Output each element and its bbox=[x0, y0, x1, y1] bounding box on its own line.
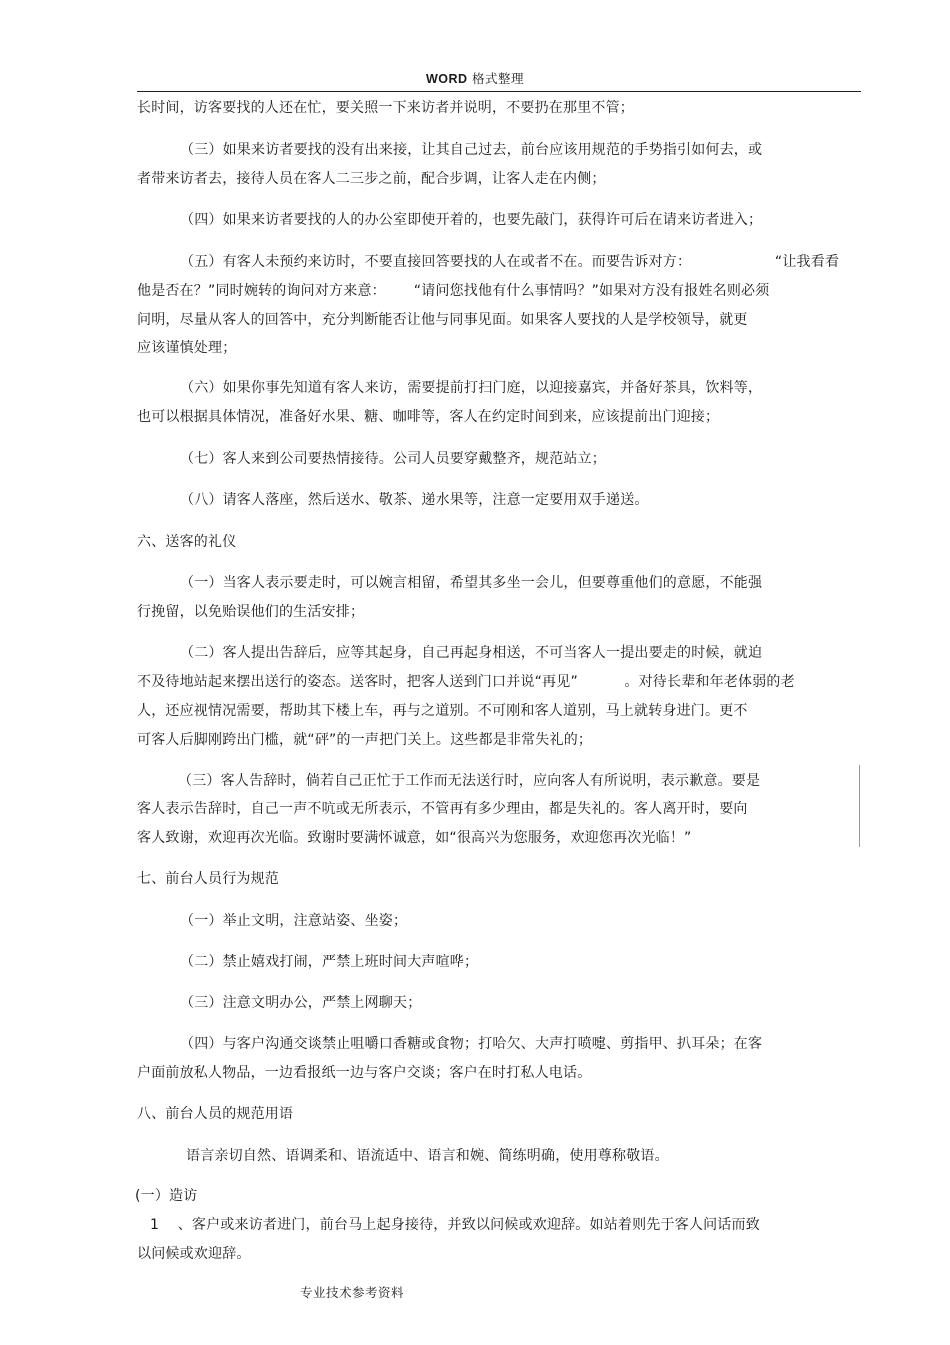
text-line: 1 、客户或来访者进门，前台马上起身接待，并致以问候或欢迎辞。如站着则先于客人问话而致 bbox=[150, 1217, 760, 1233]
text-line: 户面前放私人物品，一边看报纸一边与客户交谈；客户在时打私人电话。 bbox=[137, 1065, 592, 1081]
text-line: 问明，尽量从客人的回答中，充分判断能否让他与同事见面。如果客人要找的人是学校领导，就更 bbox=[137, 312, 748, 328]
page-footer: 专业技术参考资料 bbox=[300, 1285, 405, 1300]
text-line: 长时间，访客要找的人还在忙，要关照一下来访者并说明，不要扔在那里不管； bbox=[137, 100, 634, 116]
section-heading: 八、前台人员的规范用语 bbox=[137, 1106, 294, 1122]
header-word: WORD bbox=[425, 72, 468, 86]
text-line: （二）禁止嬉戏打闹，严禁上班时间大声喧哗； bbox=[180, 954, 479, 970]
text-line: 以问候或欢迎辞。 bbox=[137, 1246, 251, 1262]
text-line: 语言亲切自然、语调柔和、语流适中、语言和婉、简练明确，使用尊称敬语。 bbox=[186, 1148, 669, 1164]
text-line: （一）举止文明，注意站姿、坐姿； bbox=[180, 913, 408, 929]
text-line: （四）与客户沟通交谈禁止咀嚼口香糖或食物；打哈欠、大声打喷嚏、剪指甲、扒耳朵；在客 bbox=[180, 1036, 763, 1052]
text-line: （八）请客人落座，然后送水、敬茶、递水果等，注意一定要用双手递送。 bbox=[180, 492, 649, 508]
text-line: 客人致谢，欢迎再次光临。致谢时要满怀诚意，如“很高兴为您服务，欢迎您再次光临！” bbox=[137, 830, 692, 846]
subsection-heading: (一）造访 bbox=[135, 1188, 198, 1204]
text-line: （二）客人提出告辞后，应等其起身，自己再起身相送，不可当客人一提出要走的时候，就迫 bbox=[180, 645, 763, 661]
text-line: 人，还应视情况需要，帮助其下楼上车，再与之道别。不可刚和客人道别，马上就转身进门。更不 bbox=[137, 703, 748, 719]
text-line: 客人表示告辞时，自己一声不吭或无所表示，不管再有多少理由，都是失礼的。客人离开时，要向 bbox=[137, 801, 748, 817]
text-line: 可客人后脚刚跨出门槛，就“砰”的一声把门关上。这些都是非常失礼的； bbox=[137, 732, 593, 748]
text-line: （三）如果来访者要找的没有出来接，让其自己过去，前台应该用规范的手势指引如何去，或 bbox=[180, 142, 763, 158]
page-header bbox=[0, 69, 950, 87]
section-heading: 六、送客的礼仪 bbox=[137, 534, 237, 550]
section-heading: 七、前台人员行为规范 bbox=[137, 871, 279, 887]
header-rule bbox=[137, 91, 861, 92]
text-line: 行挽留，以免贻误他们的生活安排； bbox=[137, 604, 365, 620]
text-line: （七）客人来到公司要热情接待。公司人员要穿戴整齐，规范站立； bbox=[180, 451, 606, 467]
text-line: 者带来访者去，接待人员在客人二三步之前，配合步调，让客人走在内侧； bbox=[137, 171, 606, 187]
text-line: （一）当客人表示要走时，可以婉言相留，希望其多坐一会儿，但要尊重他们的意愿，不能强 bbox=[180, 575, 763, 591]
text-line: （六）如果你事先知道有客人来访，需要提前打扫门庭，以迎接嘉宾，并备好茶具，饮料等， bbox=[180, 380, 763, 396]
text-line: （三）客人告辞时，倘若自己正忙于工作而无法送行时，应向客人有所说明，表示歉意。要是 bbox=[178, 773, 761, 789]
text-line: 不及待地站起来摆出送行的姿态。送客时，把客人送到门口并说“再见” 。对待长辈和年老体弱的老 bbox=[137, 674, 795, 690]
text-line: （五）有客人未预约来访时，不要直接回答要找的人在或者不在。而要告诉对方： “让我看看 bbox=[180, 254, 840, 270]
text-line: （四）如果来访者要找的人的办公室即使开着的，也要先敲门，获得许可后在请来访者进入； bbox=[180, 212, 763, 228]
text-line: 他是否在？”同时婉转的询问对方来意： “请问您找他有什么事情吗？”如果对方没有报姓名则必须 bbox=[137, 283, 770, 299]
text-line: 应该谨慎处理； bbox=[137, 340, 237, 356]
text-line: 也可以根据具体情况，准备好水果、糖、咖啡等，客人在约定时间到来，应该提前出门迎接； bbox=[137, 409, 720, 425]
text-line: （三）注意文明办公，严禁上网聊天； bbox=[180, 995, 422, 1011]
side-rule bbox=[859, 765, 860, 847]
header-text: 格式整理 bbox=[472, 71, 525, 86]
